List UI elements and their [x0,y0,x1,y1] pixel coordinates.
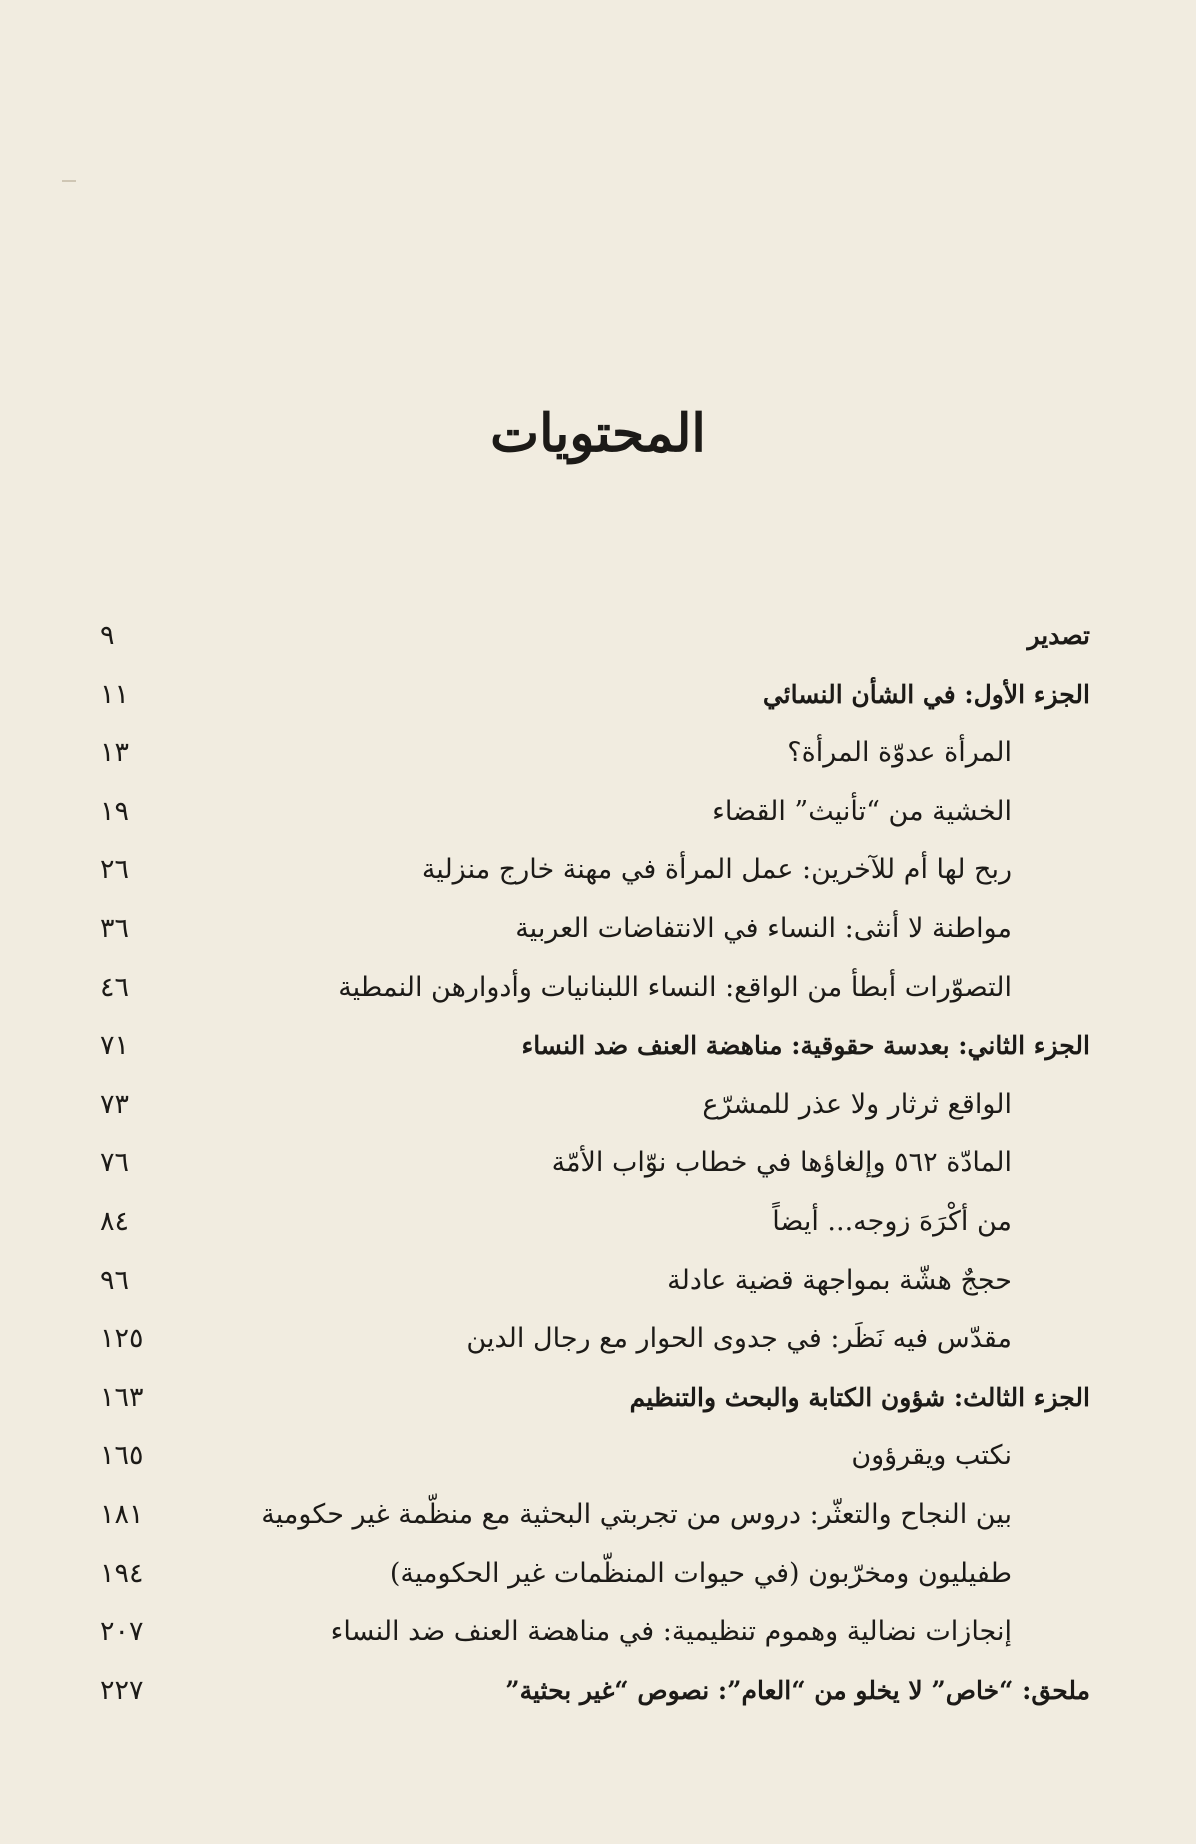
toc-entry-title: الخشية من “تأنيث” القضاء [712,795,1012,827]
toc-entry [70,725,1090,784]
toc-entry [70,1077,1090,1136]
toc-entry-title: التصوّرات أبطأ من الواقع: النساء اللبنانيات وأدوارهن النمطية [338,971,1012,1003]
toc-entry-title: حججٌ هشّة بمواجهة قضية عادلة [667,1264,1012,1296]
table-of-contents [70,608,1090,1721]
toc-entry-title: مواطنة لا أنثى: النساء في الانتفاضات العربية [515,912,1012,944]
toc-entry [70,1018,1090,1077]
toc-entry-title: الجزء الثاني: بعدسة حقوقية: مناهضة العنف ضد النساء [521,1031,1090,1061]
toc-entry-page: ٢٠٧ [100,1616,144,1648]
toc-entry [70,1135,1090,1194]
toc-entry-page: ٧٣ [100,1088,130,1120]
toc-entry-title: من أكْرَهَ زوجه... أيضاً [772,1205,1012,1237]
toc-entry-page: ٢٢٧ [100,1674,144,1706]
toc-entry [70,960,1090,1019]
toc-entry [70,1663,1090,1722]
toc-entry-title: الجزء الثالث: شؤون الكتابة والبحث والتنظيم [629,1382,1090,1412]
toc-entry-title: الواقع ثرثار ولا عذر للمشرّع [702,1088,1012,1120]
toc-entry-title: الجزء الأول: في الشأن النسائي [762,679,1090,709]
toc-entry-title: نكتب ويقرؤون [851,1440,1012,1472]
toc-entry-page: ١٦٣ [100,1381,144,1413]
page-title: المحتويات [490,402,706,464]
toc-entry-page: ٧٦ [100,1147,130,1179]
toc-entry [70,1487,1090,1546]
toc-entry-page: ٣٦ [100,912,130,944]
toc-entry [70,1428,1090,1487]
toc-entry-title: مقدّس فيه نَظَر: في جدوى الحوار مع رجال الدين [466,1323,1012,1355]
toc-entry [70,1311,1090,1370]
toc-entry [70,667,1090,726]
toc-entry [70,1604,1090,1663]
toc-entry [70,1370,1090,1429]
toc-entry-page: ٩٦ [100,1264,130,1296]
toc-entry-page: ٢٦ [100,854,130,886]
toc-entry-title: ملحق: “خاص” لا يخلو من “العام”: نصوص “غير بحثية” [505,1675,1090,1705]
toc-entry-title: إنجازات نضالية وهموم تنظيمية: في مناهضة العنف ضد النساء [330,1616,1012,1648]
toc-entry [70,1546,1090,1605]
toc-entry [70,901,1090,960]
toc-entry-page: ١٢٥ [100,1323,144,1355]
toc-entry-page: ١١ [100,678,130,710]
toc-entry-title: تصدير [1027,621,1090,650]
toc-entry-title: ربح لها أم للآخرين: عمل المرأة في مهنة خارج منزلية [421,854,1012,886]
toc-entry-page: ١٣ [100,737,130,769]
toc-entry-page: ٤٦ [100,971,130,1003]
toc-entry-title: المادّة ٥٦٢ وإلغاؤها في خطاب نوّاب الأمّة [551,1147,1012,1179]
toc-entry-title: طفيليون ومخرّبون (في حيوات المنظّمات غير الحكومية) [389,1557,1012,1589]
toc-entry-page: ١٨١ [100,1498,144,1530]
toc-entry-page: ١٦٥ [100,1440,144,1472]
toc-entry-page: ٩ [100,620,115,651]
paper-speck [62,180,76,182]
toc-entry-title: بين النجاح والتعثّر: دروس من تجربتي البحثية مع منظّمة غير حكومية [261,1498,1012,1530]
toc-entry [70,1253,1090,1312]
toc-entry-page: ١٩٤ [100,1557,144,1589]
toc-entry [70,784,1090,843]
toc-entry [70,1194,1090,1253]
toc-entry-page: ٧١ [100,1030,130,1062]
toc-entry-page: ٨٤ [100,1205,130,1237]
toc-entry [70,608,1090,667]
toc-entry-page: ١٩ [100,795,130,827]
toc-entry-title: المرأة عدوّة المرأة؟ [787,737,1012,769]
toc-entry [70,842,1090,901]
